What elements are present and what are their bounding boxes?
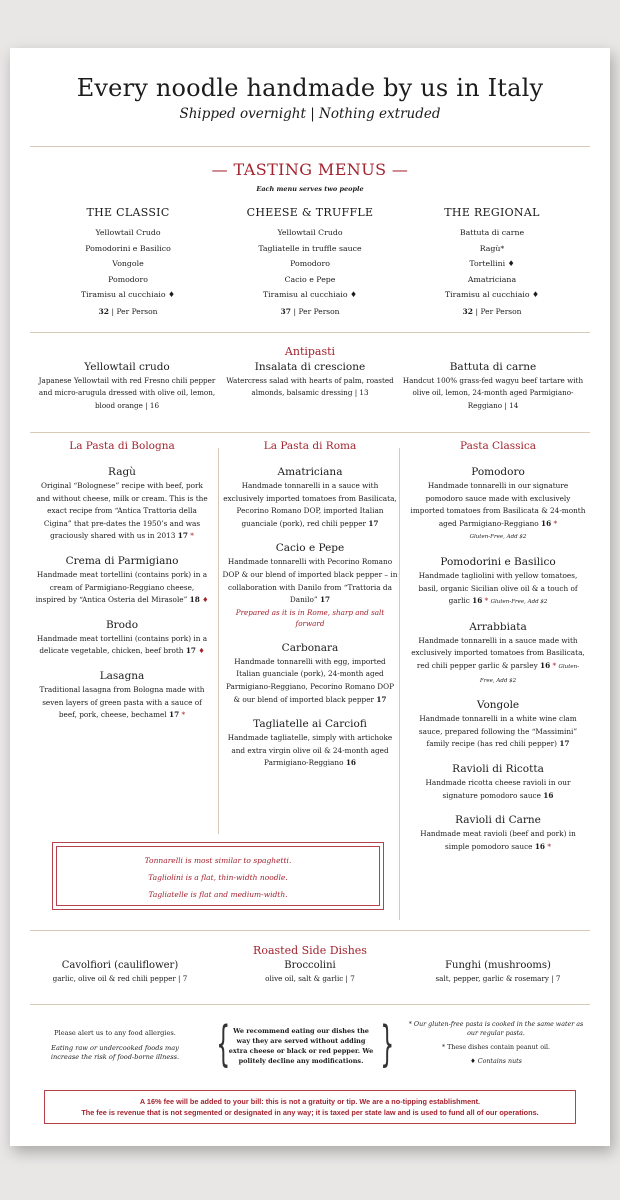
tasting-menu-cheese-truffle	[222, 206, 398, 316]
dish-arrabbiata	[410, 621, 586, 687]
dish-description: Handmade meat tortellini (contains pork) in a cream of Parmigiano-Reggiano cheese, inspired by “Antica Osteria del Mirasole” 18 ♦	[35, 569, 209, 605]
dish-title: Cavolfiori (cauliflower)	[61, 960, 179, 971]
dish-description: Handmade tonnarelli in a sauce with exclusively imported tomatoes from Basilicata, Pecorino Romano DOP, imported Italian guanciale (pork), red chili pepper 17	[223, 481, 397, 528]
dish-title: Tagliatelle ai Carciofi	[253, 718, 367, 731]
note-line: Tonnarelli is most similar to spaghetti.	[144, 856, 292, 865]
dish-title: Pomodoro	[471, 466, 525, 478]
dish-ravioli-di-carne	[410, 814, 586, 853]
tasting-menu-classic	[40, 206, 216, 316]
dish-description: Handmade tonnarelli in a sauce made with exclusively imported tomatoes from Basilicata, red chili pepper garlic & parsley 16 * Gluten-Free, Add $2	[411, 635, 585, 684]
dish-ragu	[34, 466, 210, 543]
divider	[30, 332, 590, 333]
dish-ravioli-di-ricotta	[410, 763, 586, 802]
dish-title: Amatriciana	[277, 466, 343, 478]
recommendation-note: We recommend eating our dishes the way they are served without adding extra cheese or black or red pepper. We politely decline any modifications.	[228, 1027, 374, 1065]
left-brace-icon: {	[216, 1016, 231, 1072]
dish-note: Prepared as it is in Rome, sharp and salt forward	[235, 607, 385, 629]
dish-title: Insalata di crescione	[254, 361, 366, 373]
dish-description: Handcut 100% grass-fed wagyu beef tartare with olive oil, lemon, 24-month aged Parmigiano-Reggiano | 14	[402, 376, 584, 410]
dish-amatriciana	[222, 466, 398, 530]
divider	[30, 146, 590, 147]
dish-description: Handmade tonnarelli in a white wine clam sauce, prepared following the “Massimini” family recipe (has red chili pepper) 17	[418, 714, 578, 749]
page-subtitle: Shipped overnight | Nothing extruded	[179, 106, 441, 122]
dish-description: Watercress salad with hearts of palm, roasted almonds, balsamic dressing | 13	[226, 376, 394, 398]
tasting-menu-price: 37 | Per Person	[280, 306, 340, 316]
dish-description: salt, pepper, garlic & rosemary | 7	[435, 974, 561, 983]
dish-title: Battuta di carne	[449, 361, 537, 373]
dish-title: Lasagna	[99, 669, 145, 682]
dish-description: olive oil, salt & garlic | 7	[265, 974, 355, 983]
section-heading: La Pasta di Roma	[263, 440, 357, 452]
raw-food-warning: Eating raw or undercooked foods may increase the risk of food-borne illness.	[50, 1044, 180, 1061]
tasting-menus-heading: — TASTING MENUS —	[211, 160, 409, 179]
divider	[30, 1004, 590, 1005]
list-item: Amatriciana	[467, 274, 517, 284]
antipasti-heading: Antipasti	[284, 345, 336, 358]
pasta-shape-note	[52, 842, 384, 910]
dish-description: Handmade tonnarelli with Pecorino Romano DOP & our blend of imported black pepper – in collaboration with Danilo from “Trattoria da Danilo” 17	[222, 557, 398, 605]
tasting-menu-name: CHEESE & TRUFFLE	[246, 206, 374, 219]
dish-title: Crema di Parmigiano	[65, 554, 179, 567]
dish-title: Yellowtail crudo	[84, 361, 170, 373]
list-item: Yellowtail Crudo	[95, 228, 161, 237]
list-item: Pomodoro	[290, 259, 330, 269]
dish-pomodoro	[410, 466, 586, 544]
note-line: Tagliatelle is flat and medium-width.	[148, 890, 288, 899]
dish-description: Japanese Yellowtail with red Fresno chili pepper and micro-arugula dressed with olive oil, lemon, blood orange | 16	[38, 376, 216, 410]
list-item: Tortellini ♦	[469, 259, 515, 269]
dish-description: Original “Bolognese” recipe with beef, pork and without cheese, milk or cream. This is the exact recipe from “Antica Trattoria della Cigina” that pre-dates the 1950’s and was graciously shared with us in 2013 17 *	[36, 481, 208, 541]
peanut-note: * These dishes contain peanut oil.	[441, 1044, 551, 1051]
tasting-menu-regional	[404, 206, 580, 316]
divider	[30, 930, 590, 931]
list-item: Battuta di carne	[459, 228, 525, 237]
dish-title: Carbonara	[281, 641, 339, 654]
dish-title: Vongole	[476, 699, 520, 712]
dish-title: Ravioli di Ricotta	[452, 762, 544, 775]
column-divider	[399, 448, 400, 920]
list-item: Yellowtail Crudo	[277, 228, 343, 237]
dish-title: Cacio e Pepe	[275, 542, 345, 555]
list-item: Tiramisu al cucchiaio ♦	[444, 290, 540, 300]
dish-title: Ravioli di Carne	[455, 814, 541, 827]
side-broccolini	[222, 960, 398, 983]
bologna-column	[34, 440, 210, 734]
list-item: Cacio e Pepe	[284, 274, 336, 284]
divider	[30, 432, 590, 433]
allergy-text: Please alert us to any food allergies.	[54, 1029, 176, 1037]
list-item: Tiramisu al cucchiaio ♦	[80, 290, 176, 300]
dish-description: Handmade tagliolini with yellow tomatoes, basil, organic Sicilian olive oil & a touch of garlic 16 * Gluten-Free, Add $2	[418, 570, 578, 606]
dish-carbonara	[222, 642, 398, 706]
dish-description: Handmade tonnarelli with egg, imported Italian guanciale (pork), 24-month aged Parmigiano-Reggiano, Pecorino Romano DOP & our blend of imported black pepper 17	[225, 656, 395, 704]
side-cavolfiori	[32, 960, 208, 983]
antipasto-battuta	[402, 361, 584, 412]
dish-cacio-e-pepe	[222, 542, 398, 629]
dish-title: Ragù	[108, 466, 136, 478]
allergy-note	[40, 1028, 190, 1061]
page-title: Every noodle handmade by us in Italy	[76, 74, 544, 102]
fee-line: The fee is revenue that is not segmented or designated in any way; it is taxed per state law and is used to fund all of our operations.	[81, 1107, 539, 1117]
dish-tagliatelle-ai-carciofi	[222, 718, 398, 770]
list-item: Tagliatelle in truffle sauce	[258, 243, 362, 253]
dish-description: Handmade ricotta cheese ravioli in our signature pomodoro sauce 16	[425, 777, 571, 800]
dish-pomodorini-e-basilico	[410, 556, 586, 609]
tasting-menu-price: 32 | Per Person	[98, 306, 158, 316]
tasting-menus-note: Each menu serves two people	[256, 185, 364, 193]
list-item: Tiramisu al cucchiaio ♦	[262, 290, 358, 300]
dish-title: Brodo	[105, 618, 139, 631]
dish-crema-di-parmigiano	[34, 555, 210, 607]
dish-vongole	[410, 699, 586, 751]
fee-line: A 16% fee will be added to your bill: this is not a gratuity or tip. We are a no-tipping establishment.	[139, 1097, 481, 1106]
sides-heading: Roasted Side Dishes	[253, 944, 367, 957]
dish-title: Broccolini	[284, 960, 336, 971]
dish-title: Funghi (mushrooms)	[445, 960, 551, 971]
side-funghi	[410, 960, 586, 983]
list-item: Pomodoro	[108, 274, 148, 284]
antipasto-insalata	[219, 361, 401, 400]
dish-description: Handmade meat tortellini (contains pork) in a delicate vegetable, chicken, beef broth 17 ♦	[36, 633, 208, 656]
list-item: Pomodorini e Basilico	[85, 243, 171, 253]
dish-description: Handmade tagliatelle, simply with artichoke and extra virgin olive oil & 24-month aged Parmigiano-Reggiano 16	[227, 733, 393, 768]
tasting-menu-price: 32 | Per Person	[462, 306, 522, 316]
nuts-note: ♦ Contains nuts	[470, 1058, 522, 1065]
menu-page	[10, 48, 610, 1146]
section-heading: Pasta Classica	[460, 440, 536, 452]
section-heading: La Pasta di Bologna	[69, 440, 175, 452]
dish-title: Pomodorini e Basilico	[440, 555, 556, 568]
dish-description: Traditional lasagna from Bologna made with seven layers of green pasta with a sauce of beef, pork, cheese, bechamel 17 *	[39, 684, 205, 720]
list-item: Ragù*	[479, 243, 505, 253]
list-item: Vongole	[112, 259, 144, 269]
dish-description: garlic, olive oil & red chili pepper | 7	[52, 974, 188, 983]
antipasto-yellowtail	[36, 361, 218, 412]
roma-column	[222, 440, 398, 782]
tasting-menu-name: THE REGIONAL	[444, 206, 540, 219]
note-line: Tagliolini is a flat, thin-width noodle.	[148, 873, 288, 882]
dish-lasagna	[34, 670, 210, 722]
dish-description: Handmade meat ravioli (beef and pork) in simple pomodoro sauce 16 *	[420, 829, 576, 851]
dish-description: Handmade tonnarelli in our signature pomodoro sauce made with exclusively imported tomatoes from Basilicata & 24-month aged Parmigiano-Reggiano 16 * Gluten-Free, Add $2	[410, 481, 586, 541]
symbol-legend	[406, 1020, 586, 1066]
column-divider	[218, 448, 219, 834]
dish-brodo	[34, 619, 210, 658]
gluten-free-note: * Our gluten-free pasta is cooked in the same water as our regular pasta.	[408, 1021, 584, 1037]
classica-column	[410, 440, 586, 865]
tasting-menu-name: THE CLASSIC	[86, 206, 170, 219]
service-fee-notice	[44, 1090, 576, 1124]
right-brace-icon: }	[380, 1016, 395, 1072]
dish-title: Arrabbiata	[469, 620, 527, 633]
